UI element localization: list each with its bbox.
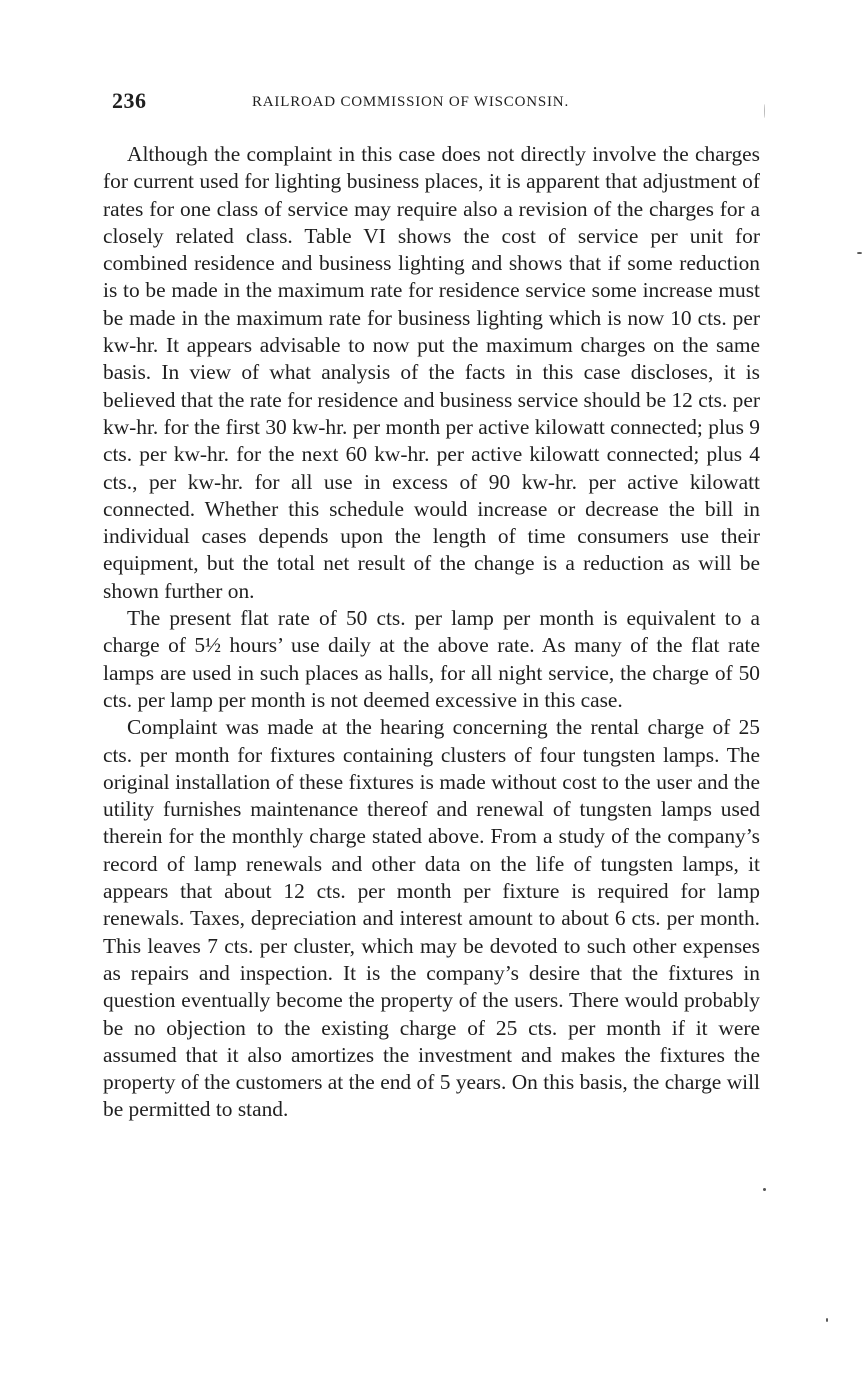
- paragraph: The present flat rate of 50 cts. per lamp per month is equivalent to a charge of 5½ hours’ use daily at the above rate. As many of the flat rate lamps are used in such places as halls, for all night service, the charge of 50 cts. per lamp per month is not deemed excessive in this case.: [103, 606, 760, 712]
- body-text: [103, 141, 760, 1124]
- running-head: [112, 88, 762, 116]
- scan-speck: [764, 104, 765, 118]
- paragraph: Although the complaint in this case does not directly involve the charges for current used for lighting business places, it is apparent that adjustment of rates for one class of service may require also a revision of the charges for a closely related class. Table VI shows the cost of service per unit for combined residence and business lighting and shows that if some reduction is to be made in the maximum rate for residence service some increase must be made in the maximum rate for business lighting which is now 10 cts. per kw-hr. It appears advisable to now put the maximum charges on the same basis. In view of what analysis of the facts in this case discloses, it is believed that the rate for residence and business service should be 12 cts. per kw-hr. for the first 30 kw-hr. per month per active kilowatt connected; plus 9 cts. per kw-hr. for the next 60 kw-hr. per active kilowatt connected; plus 4 cts., per kw-hr. for all use in excess of 90 kw-hr. per active kilowatt connected. Whether this schedule would increase or decrease the bill in individual cases depends upon the length of time consumers use their equipment, but the total net result of the change is a reduction as will be shown further on.: [103, 142, 760, 603]
- scan-speck: [857, 252, 862, 254]
- scan-speck: [763, 1188, 766, 1191]
- running-head-title: RAILROAD COMMISSION OF WISCONSIN.: [252, 94, 569, 110]
- scan-speck: [826, 1318, 828, 1322]
- page-number: 236: [112, 88, 147, 113]
- paragraph: Complaint was made at the hearing concerning the rental charge of 25 cts. per month for fixtures containing clusters of four tungsten lamps. The original installation of these fixtures is made without cost to the user and the utility furnishes maintenance thereof and renewal of tungsten lamps used therein for the monthly charge stated above. From a study of the company’s record of lamp renewals and other data on the life of tungsten lamps, it appears that about 12 cts. per month per fixture is required for lamp renewals. Taxes, depreciation and interest amount to about 6 cts. per month. This leaves 7 cts. per cluster, which may be devoted to such other expenses as repairs and inspection. It is the company’s desire that the fixtures in question eventually become the property of the users. There would probably be no objection to the existing charge of 25 cts. per month if it were assumed that it also amortizes the investment and makes the fixtures the property of the customers at the end of 5 years. On this basis, the charge will be permitted to stand.: [103, 715, 760, 1122]
